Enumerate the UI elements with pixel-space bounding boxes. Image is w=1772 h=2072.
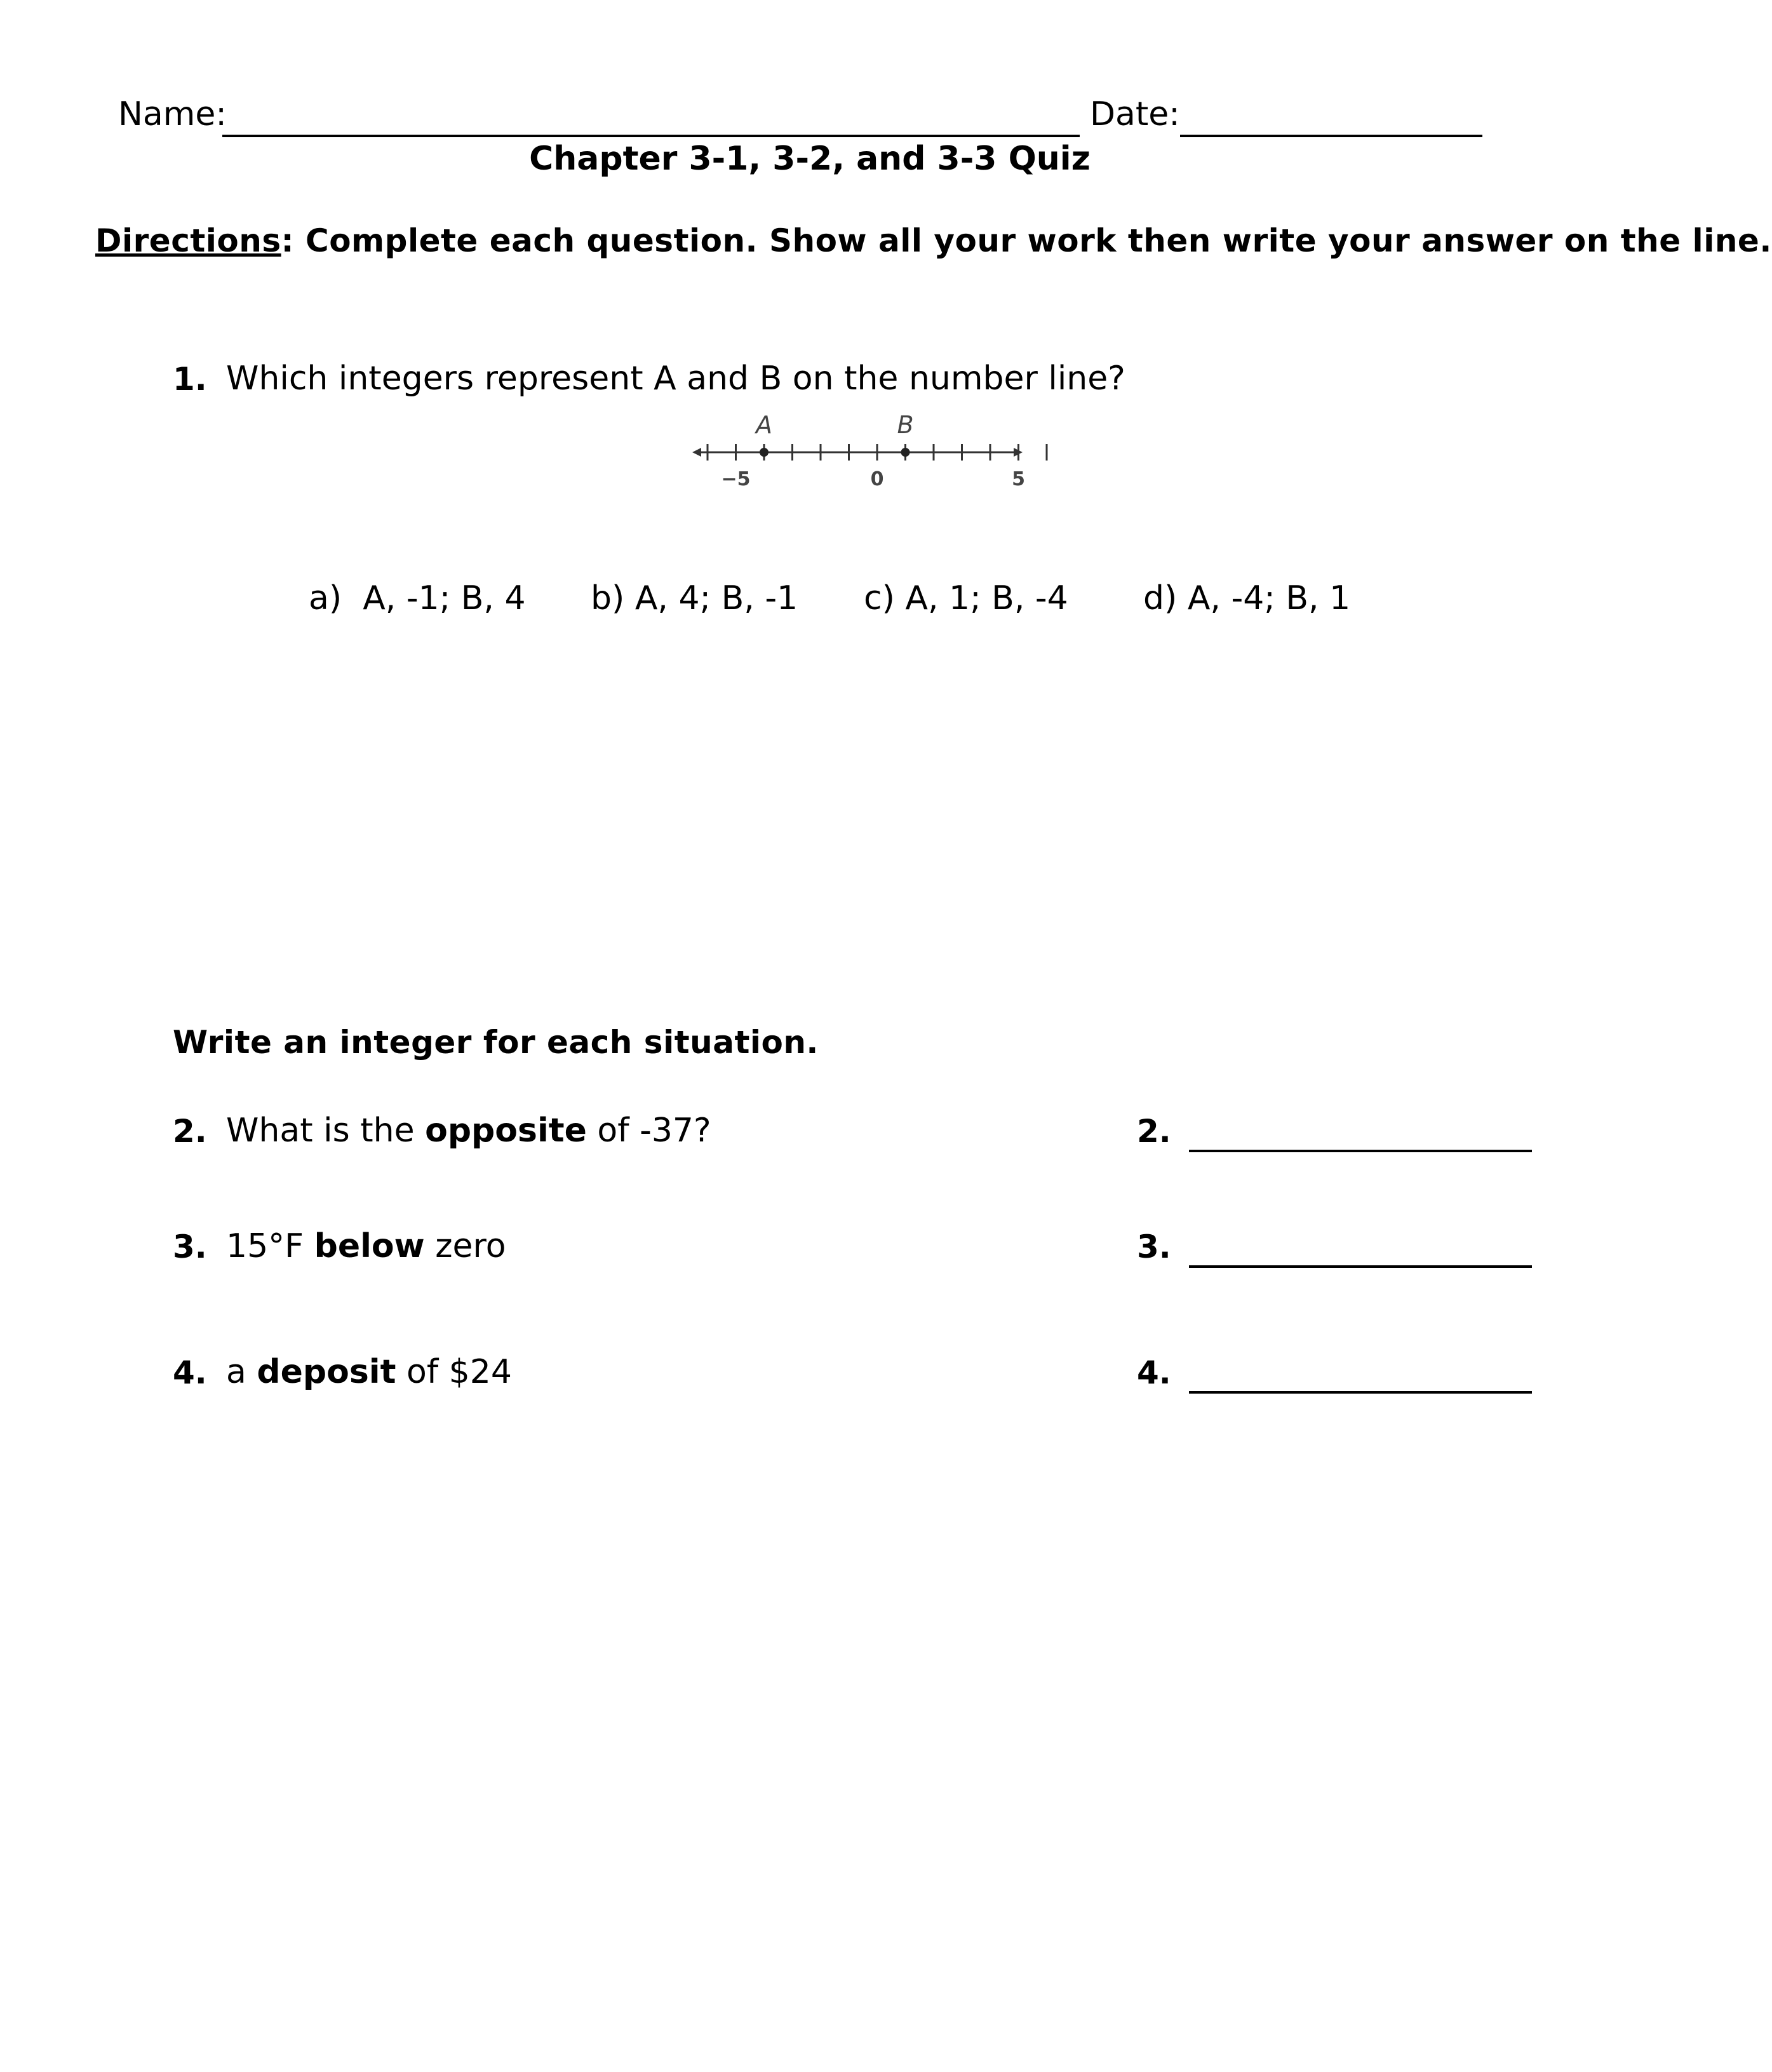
question-4-number: 4. [173,1354,207,1391]
question-2-bold: opposite [425,1112,587,1150]
point-a-label: A [756,411,772,439]
question-1-text: Which integers represent A and B on the number line? [226,360,1125,398]
question-3-pre: 15°F [226,1227,314,1265]
question-2-post: of -37? [586,1112,711,1150]
answer-2-number: 2. [1137,1113,1171,1150]
answer-4-line[interactable] [1189,1391,1532,1394]
choice-d-text: A, -4; B, 1 [1187,579,1351,617]
section-heading: Write an integer for each situation. [173,1024,819,1061]
choice-d-label: d) [1143,579,1178,617]
question-2-text [226,1112,711,1150]
choice-c-text: A, 1; B, -4 [905,579,1068,617]
question-2-pre: What is the [226,1112,426,1150]
question-2-number: 2. [173,1113,207,1150]
choice-c[interactable] [864,579,1068,617]
question-1-number: 1. [173,361,207,398]
choice-b[interactable] [591,579,798,617]
question-4-post: of $24 [396,1353,512,1391]
date-answer-line[interactable] [1180,135,1482,137]
choice-b-text: A, 4; B, -1 [634,579,798,617]
question-3-number: 3. [173,1228,207,1265]
answer-3-line[interactable] [1189,1265,1532,1268]
choice-d[interactable] [1143,579,1350,617]
question-4-text [226,1353,512,1391]
date-label: Date: [1090,95,1180,133]
point-a-dot [760,448,769,457]
directions-text: : Complete each question. Show all your work then write your answer on the line. [281,222,1772,259]
number-line-tick-label: 0 [870,468,884,490]
name-answer-line[interactable] [222,135,1080,137]
answer-3-number: 3. [1137,1228,1171,1265]
number-line-left-arrow [692,448,701,457]
question-3-text [226,1227,506,1265]
question-3-bold: below [314,1227,425,1265]
quiz-title: Chapter 3-1, 3-2, and 3-3 Quiz [529,140,1091,178]
choice-a[interactable] [309,579,526,617]
question-3-post: zero [424,1227,506,1265]
directions [95,222,1772,259]
question-4-bold: deposit [257,1353,396,1391]
choice-b-label: b) [591,579,625,617]
point-b-dot [901,448,910,457]
choice-a-text: A, -1; B, 4 [363,579,526,617]
answer-2-line[interactable] [1189,1150,1532,1152]
number-line-tick-label: −5 [721,468,751,490]
number-line [680,407,1035,502]
choice-c-label: c) [864,579,895,617]
choice-a-label: a) [309,579,342,617]
answer-4-number: 4. [1137,1354,1171,1391]
point-b-label: B [897,411,914,439]
name-label: Name: [118,95,227,133]
number-line-tick-label: 5 [1012,468,1025,490]
directions-label: Directions [95,222,281,259]
question-4-pre: a [226,1353,257,1391]
